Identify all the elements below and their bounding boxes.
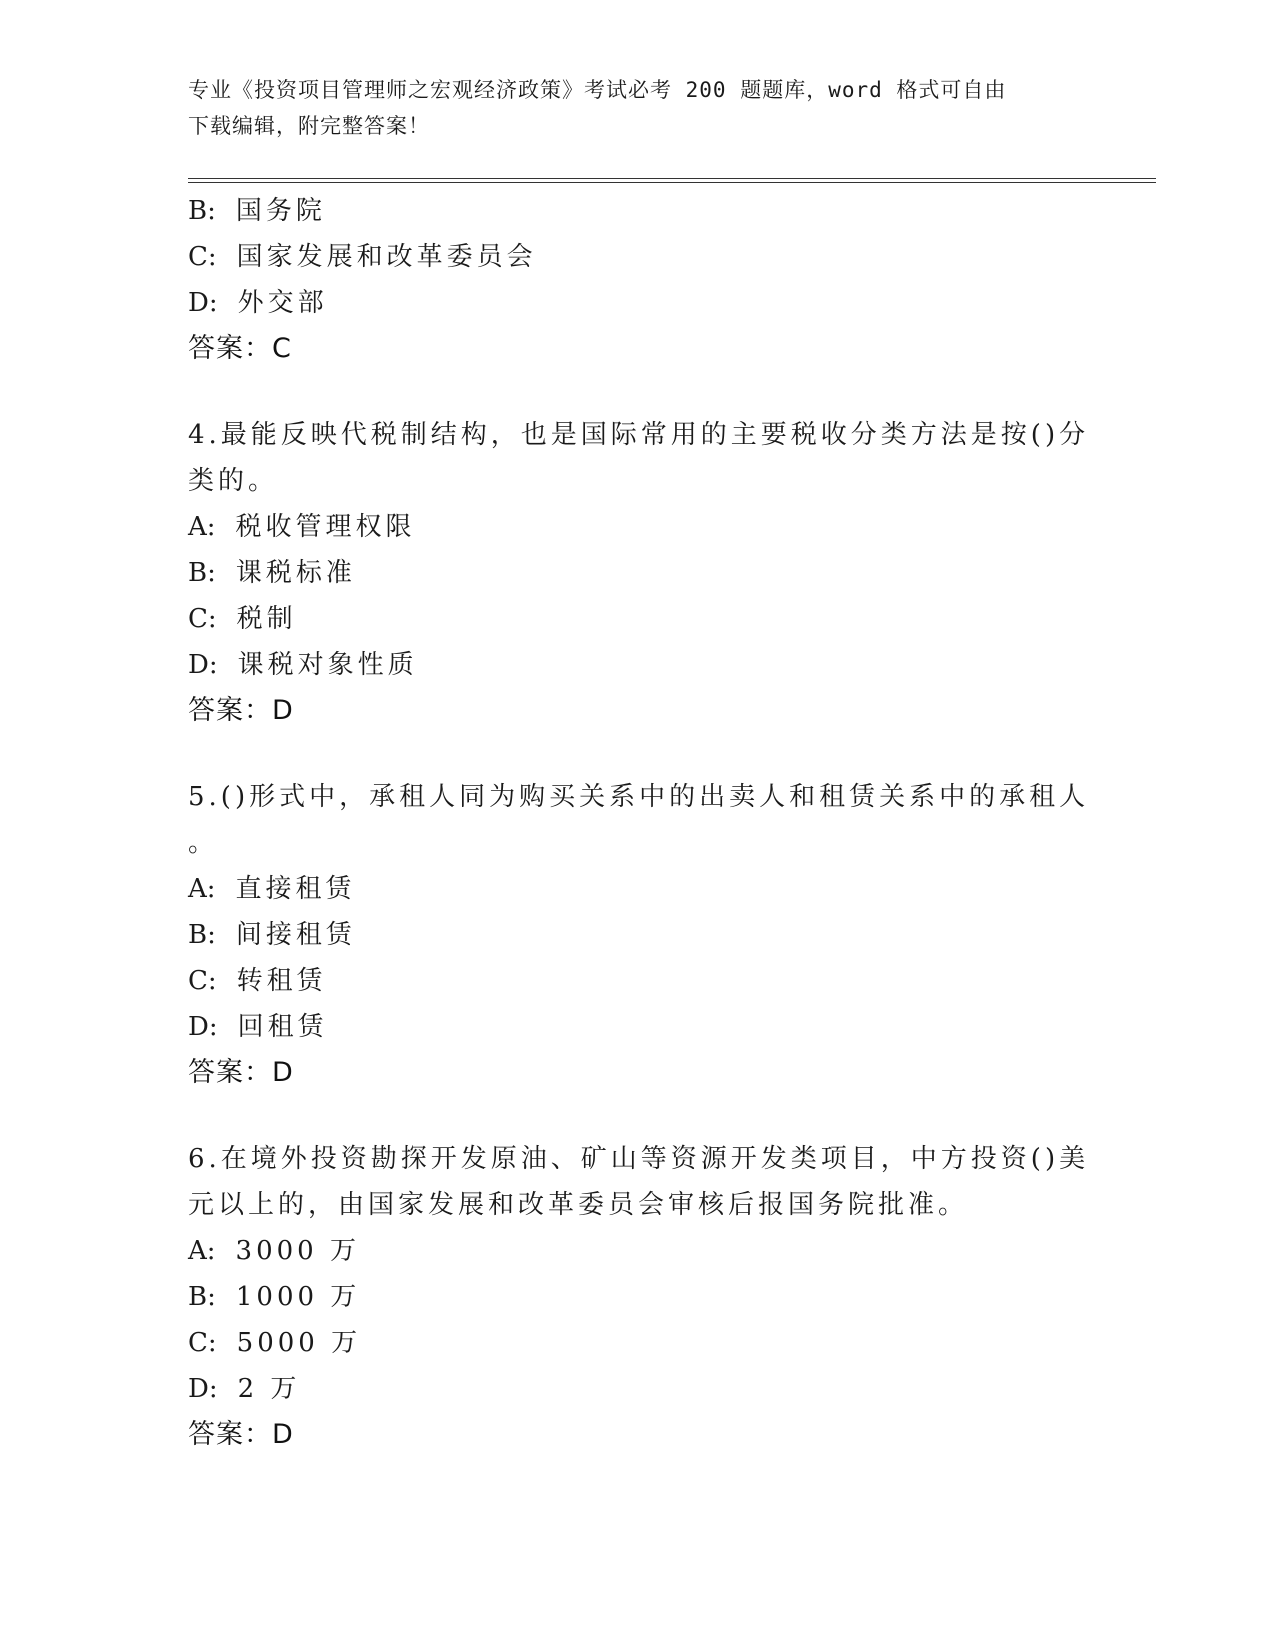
question-stem-line-1: 6.在境外投资勘探开发原油、矿山等资源开发类项目，中方投资()美 xyxy=(188,1144,1090,1174)
answer: 答案：D xyxy=(188,1057,294,1088)
question-stem-line-2: 元以上的，由国家发展和改革委员会审核后报国务院批准。 xyxy=(188,1190,969,1220)
option-c: C: 国家发展和改革委员会 xyxy=(188,242,537,272)
option-d: D: 2 万 xyxy=(188,1374,301,1404)
question-5 xyxy=(188,774,1090,1096)
header-line-2: 下载编辑，附完整答案！ xyxy=(188,114,430,138)
question-stem-line-1: 5.()形式中，承租人同为购买关系中的出卖人和租赁关系中的承租人 xyxy=(188,782,1090,812)
question-list xyxy=(188,188,1090,1458)
option-a: A: 3000 万 xyxy=(188,1236,360,1266)
option-b: B: 间接租赁 xyxy=(188,920,356,950)
option-d: D: 回租赁 xyxy=(188,1012,328,1042)
question-6 xyxy=(188,1136,1090,1458)
answer: 答案：D xyxy=(188,695,294,726)
question-4 xyxy=(188,412,1090,734)
answer: 答案：D xyxy=(188,1419,294,1450)
option-d: D: 课税对象性质 xyxy=(188,650,418,680)
option-b: B: 国务院 xyxy=(188,196,326,226)
option-c: C: 税制 xyxy=(188,604,297,634)
question-stem-line-1: 4.最能反映代税制结构，也是国际常用的主要税收分类方法是按()分 xyxy=(188,420,1090,450)
answer: 答案：C xyxy=(188,333,292,364)
page-header xyxy=(188,72,1068,144)
question-stem-line-2: 类的。 xyxy=(188,466,279,496)
option-d: D: 外交部 xyxy=(188,288,328,318)
option-c: C: 5000 万 xyxy=(188,1328,362,1358)
question-3 xyxy=(188,188,1068,372)
question-stem-line-2: 。 xyxy=(188,828,219,858)
header-line-1: 专业《投资项目管理师之宏观经济政策》考试必考 200 题题库，word 格式可自由 xyxy=(188,78,1007,102)
option-a: A: 税收管理权限 xyxy=(188,512,416,542)
header-divider xyxy=(188,178,1156,183)
option-c: C: 转租赁 xyxy=(188,966,327,996)
option-a: A: 直接租赁 xyxy=(188,874,356,904)
option-b: B: 1000 万 xyxy=(188,1282,361,1312)
option-b: B: 课税标准 xyxy=(188,558,356,588)
